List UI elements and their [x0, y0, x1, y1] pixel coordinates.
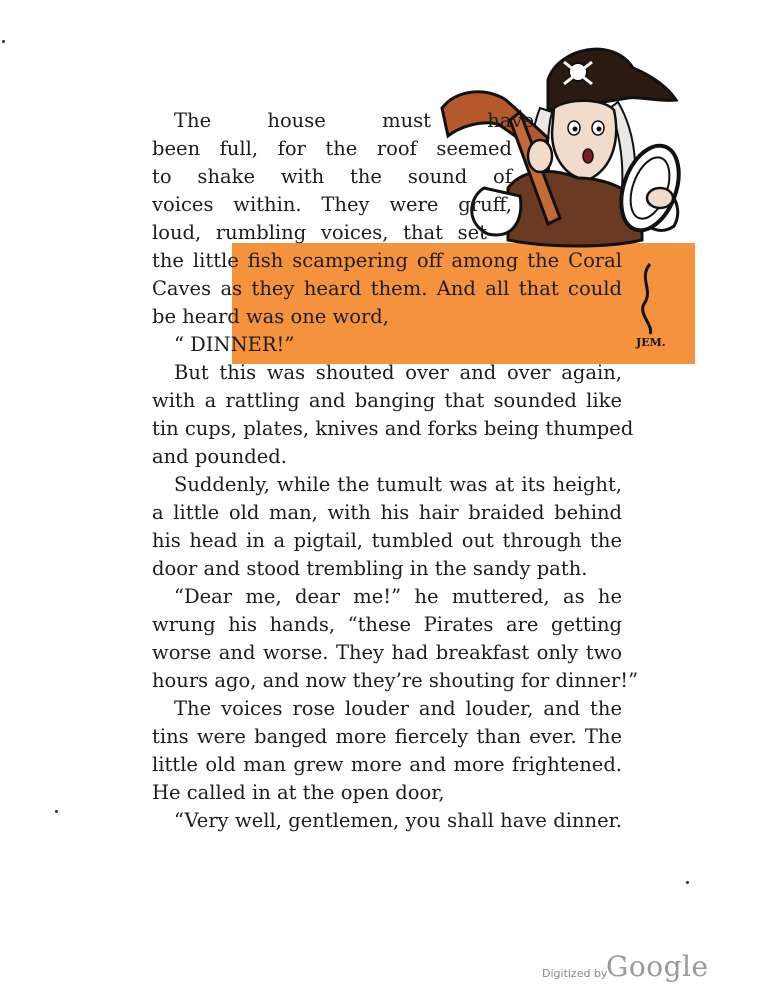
text-line: and pounded. [152, 445, 287, 468]
print-speck [686, 881, 689, 884]
text-line: tin cups, plates, knives and forks being thumped [152, 417, 634, 440]
print-speck [55, 810, 58, 813]
text-line: “Dear me, dear me!” he muttered, as he [174, 585, 622, 608]
text-line: Caves as they heard them. And all that could [152, 277, 622, 300]
text-line: wrung his hands, “these Pirates are getting [152, 613, 622, 636]
text-line: the little fish scampering off among the Coral [152, 249, 622, 272]
digitized-by-label: Digitized by [542, 967, 608, 980]
artist-signature: JEM. [636, 336, 666, 349]
text-line: tins were banged more fiercely than ever. The [152, 725, 622, 748]
text-line: be heard was one word, [152, 305, 389, 328]
text-line: The house must have [174, 109, 534, 132]
text-line: hours ago, and now they’re shouting for dinner!” [152, 669, 639, 692]
google-logo: Google [606, 950, 709, 983]
text-line: his head in a pigtail, tumbled out through the [152, 529, 622, 552]
text-line: But this was shouted over and over again, [174, 361, 622, 384]
text-line: door and stood trembling in the sandy path. [152, 557, 588, 580]
text-line: “ DINNER!” [174, 333, 295, 356]
text-line: loud, rumbling voices, that set [152, 221, 487, 244]
text-line: Suddenly, while the tumult was at its height, [174, 473, 622, 496]
text-line: been full, for the roof seemed [152, 137, 512, 160]
text-line: a little old man, with his hair braided behind [152, 501, 622, 524]
print-speck [2, 40, 5, 43]
digitized-stamp [542, 950, 709, 986]
text-line: worse and worse. They had breakfast only two [152, 641, 622, 664]
text-line: He called in at the open door, [152, 781, 445, 804]
text-line: The voices rose louder and louder, and the [174, 697, 622, 720]
text-line: “Very well, gentlemen, you shall have dinner. [174, 809, 622, 832]
text-line: voices within. They were gruff, [152, 193, 512, 216]
text-line: to shake with the sound of [152, 165, 512, 188]
text-line: little old man grew more and more frightened. [152, 753, 622, 776]
text-line: with a rattling and banging that sounded like [152, 389, 622, 412]
